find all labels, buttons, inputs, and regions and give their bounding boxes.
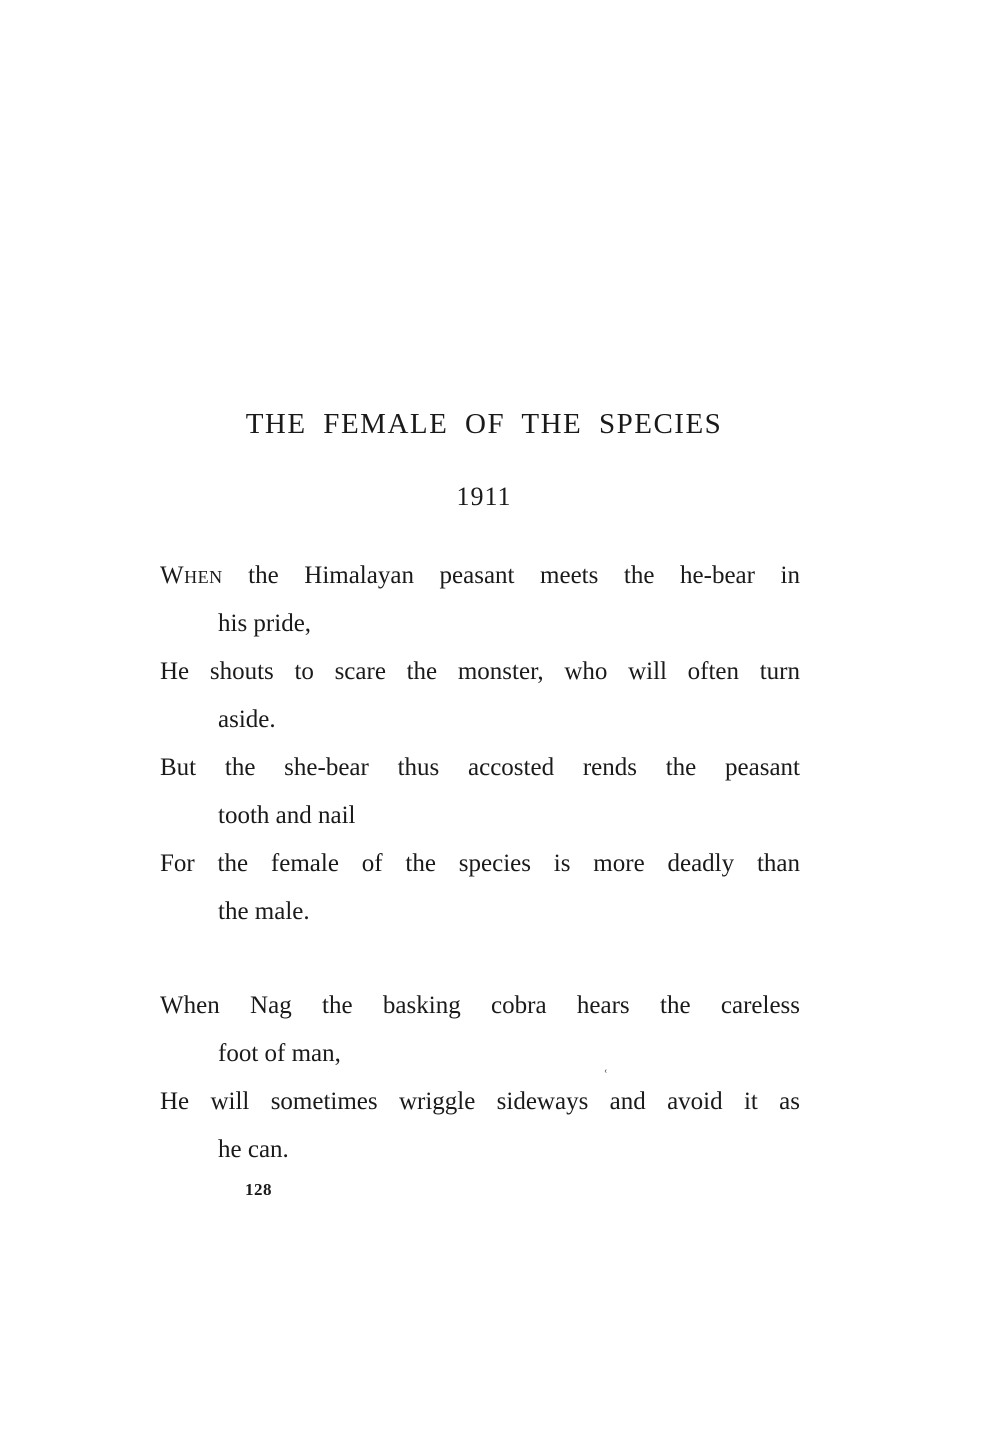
stanza-2 [160,982,800,1174]
page-number: 128 [245,1180,272,1199]
verse-line-continuation: foot of man, [218,1040,341,1067]
verse-line: For the female of the species is more deadly than [160,850,800,877]
verse-line: But the she-bear thus accosted rends the peasant [160,754,800,781]
verse-line-continuation: his pride, [218,610,312,637]
poem-title: THE FEMALE OF THE SPECIES [245,408,723,440]
verse-line-continuation: he can. [218,1136,289,1163]
poem-year: 1911 [456,482,512,511]
verse-line: He shouts to scare the monster, who will often turn [160,658,800,685]
verse-line-continuation: the male. [218,898,310,925]
scan-speck-mark: ʿ [603,1068,609,1085]
verse-line: He will sometimes wriggle sideways and avoid it as [160,1088,800,1115]
small-caps-lead: When [160,562,223,589]
verse-line [160,552,800,600]
verse-line-text: the Himalayan peasant meets the he-bear in [222,562,800,589]
verse-line-continuation: aside. [218,706,276,733]
verse-line: When Nag the basking cobra hears the careless [160,992,800,1019]
stanza-1 [160,552,800,936]
verse-line-continuation: tooth and nail [218,802,356,829]
